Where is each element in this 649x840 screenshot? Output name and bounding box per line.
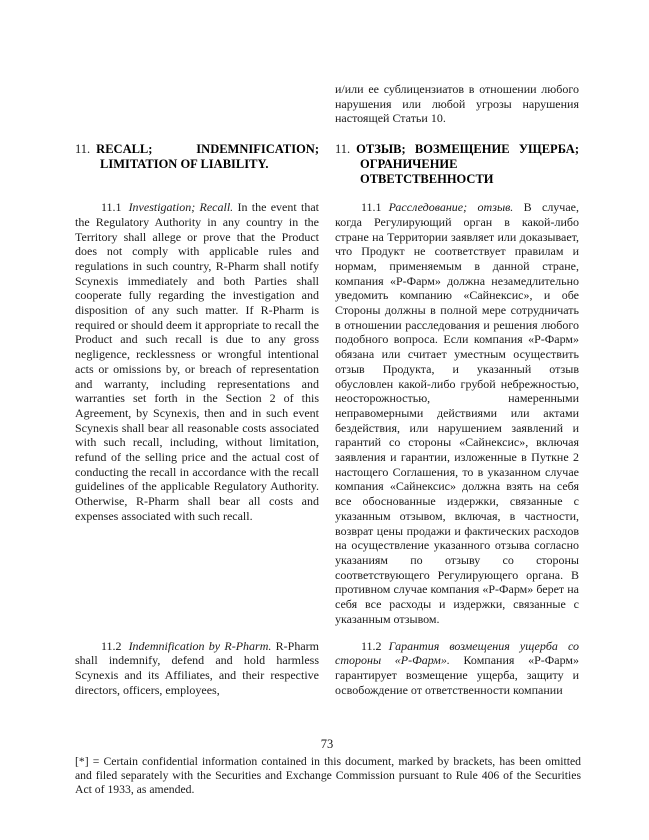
russian-heading-line (335, 142, 579, 187)
russian-heading-number: 11. (335, 142, 351, 157)
english-clause-11-1-number: 11.1 (101, 200, 122, 215)
english-heading-number: 11. (75, 142, 91, 157)
english-clause-11-2-body: R-Pharm shall indemnify, defend and hold harmless Scynexis and its Affiliates, and their respective directors, officers, employees, (75, 638, 319, 697)
english-heading-line (75, 142, 319, 172)
english-clause-11-1-body: In the event that the Regulatory Authority in any country in the Territory shall allege or prove that the Product does not comply with applicable rules and regulations in such country, R-Pharm shall notify Scynexis immediately and both Parties shall cooperate fully regarding the investigation and disposition of any such matter. If R-Pharm is required or should deem it appropriate to recall the Product and such recall is due to any gross negligence, recklessness or wrongful intentional acts or omissions by, or breach of representation and warranty, including representations and warranties set forth in the Section 2 of this Agreement, by Scynexis, then and in such event Scynexis shall bear all reasonable costs associated with such recall, including, without limitation, refund of the selling price and the actual cost of conducting the recall in accordance with the recall guidelines of the applicable Regulatory Authority. Otherwise, R-Pharm shall bear all costs and expenses associated with such recall. (75, 200, 319, 523)
russian-clause-11-2-number: 11.2 (361, 638, 382, 653)
confidentiality-footnote: [*] = Certain confidential information contained in this document, marked by brackets, has been omitted and filed separately with the Securities and Exchange Commission pursuant to Rule 406 of the Securities Act of 1933, as amended. (75, 755, 581, 796)
russian-clause-11-1-lead: Расследование; отзыв. (388, 200, 514, 215)
english-section-heading (75, 142, 319, 187)
english-heading-text: RECALL; INDEMNIFICATION; LIMITATION OF LIABILITY. (96, 142, 319, 172)
english-clause-11-1-lead: Investigation; Recall. (128, 200, 234, 215)
russian-clause-11-2-lead: Гарантия возмещения ущерба со стороны «Р-Фарм». (335, 638, 579, 668)
russian-clause-11-1 (335, 200, 579, 626)
english-clause-11-2-lead: Indemnification by R-Pharm. (128, 638, 272, 653)
page-number: 73 (320, 737, 334, 751)
english-clause-11-1 (75, 200, 319, 626)
russian-heading-text: ОТЗЫВ; ВОЗМЕЩЕНИЕ УЩЕРБА; ОГРАНИЧЕНИЕ ОТВЕТСТВЕННОСТИ (356, 142, 579, 187)
russian-section-heading (335, 142, 579, 187)
russian-clause-11-2-body: Компания «Р-Фарм» гарантирует возмещение ущерба, защиту и освобождение от ответственности компании (335, 653, 579, 697)
two-column-content (75, 82, 579, 697)
russian-continuation-paragraph: и/или ее сублицензиатов в отношении любого нарушения или любой угрозы нарушения настоящей Статьи 10. (335, 82, 579, 126)
russian-clause-11-1-number: 11.1 (361, 200, 382, 215)
english-clause-11-2-number: 11.2 (101, 638, 122, 653)
russian-clause-11-2 (335, 639, 579, 698)
intro-spacer-left (75, 82, 319, 126)
english-clause-11-2 (75, 639, 319, 698)
russian-clause-11-1-body: В случае, когда Регулирующий орган в какой-либо стране на Территории заявляет или доказывает, что Продукт не соответствует правилам и нормам, применяемым в данной стране, компания «Р-Фарм» должна незамедлительно уведомить компанию «Сайнексис», и обе Стороны должны в полной мере сотрудничать в отношении расследования и решения любого подобного вопроса. Если компания «Р-Фарм» обязана или считает уместным осуществить отзыв Продукта, и указанный отзыв обусловлен какой-либо грубой небрежностью, неосторожностью, намеренными неправомерными действиями или актами бездействия, или нарушением заявлений и гарантий со стороны «Сайнексис», включая заявления и гарантии, изложенные в Путкне 2 настощего Соглашения, то в указанном случае компания «Сайнексис» должна взять на себя все обоснованные издержки, связанные с указанным отзывом, включая, в частности, возврат цены продажи и фактических расходов на осуществление указанного отзыва согласно указаниям по отзыву со стороны соответствующего Регулирующего органа. В противном случае компания «Р-Фарм» берет на себя все расходы и издержки, связанные с указанным отзывом. (335, 200, 579, 626)
